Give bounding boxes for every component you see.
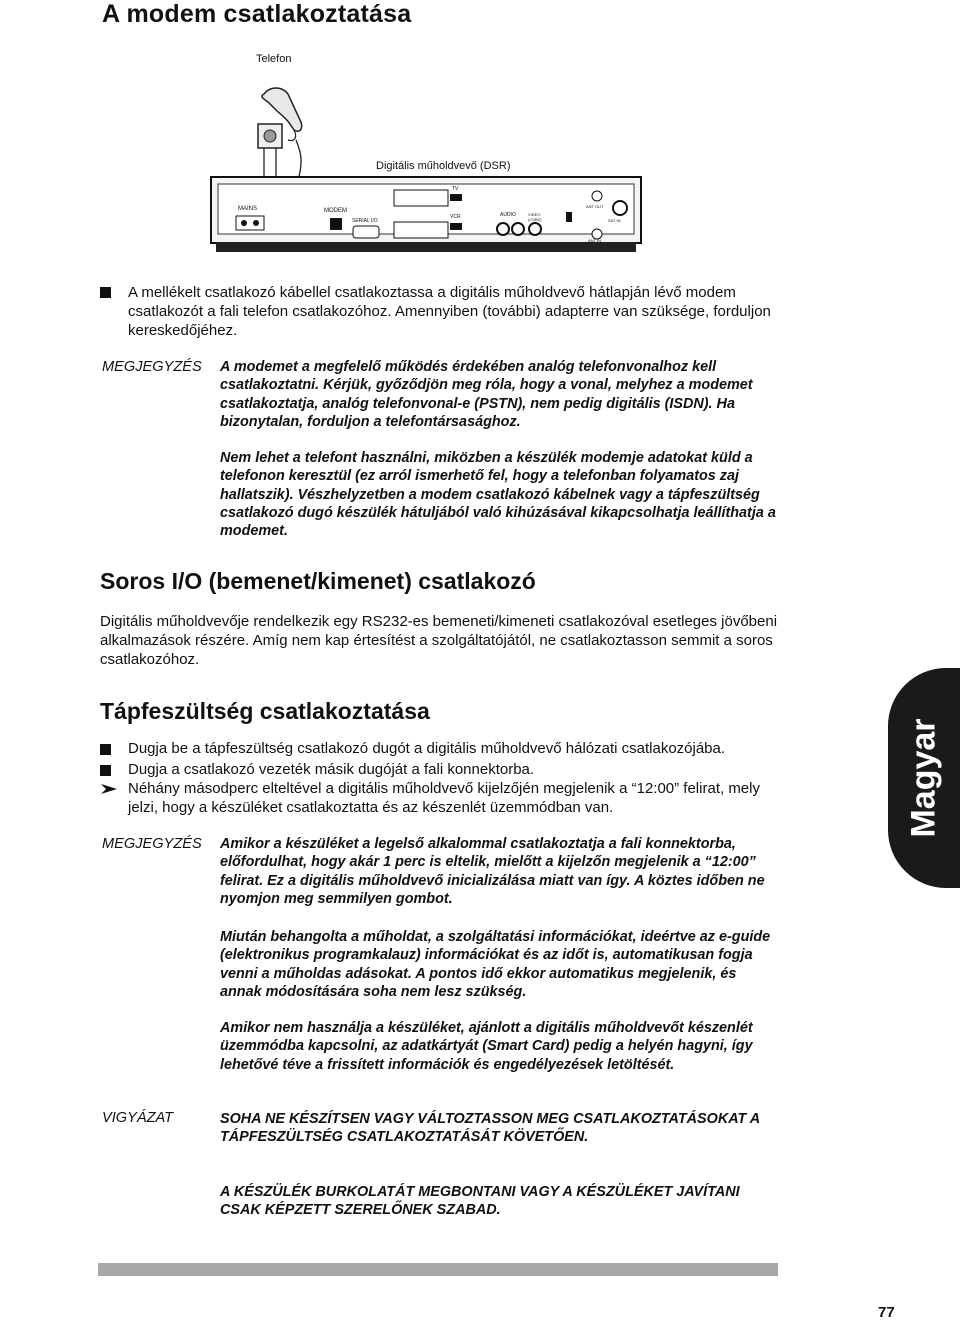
power-note-p1: Amikor a készüléket a legelső alkalommal csatlakoztatja a fali konnektorba, előfordulhat, hogy akár 1 perc is eltelik, mielőtt a kijelzőn megjelenik a “12:00” felirat. Ez a digitális műholdvevő inicializálása miatt van így. A köztes időben ne nyomjon meg semmilyen gombot. xyxy=(220,836,765,907)
video-port-label: VIDEO (CVBS) xyxy=(528,212,542,222)
tv-port-label: TV xyxy=(452,186,459,192)
modem-note-p2: Nem lehet a telefont használni, miközben a készülék modemje adatokat küld a telefonon keresztül (ez arról ismerhető fel, hogy a telefonban folyamatos zaj hallatszik). Vészhelyzetben a modem csatlakozó kábelnek vagy a tápfeszültség csatlakozó dugó készülék hátuljából való kihúzásával kikapcsolhatja leállíthatja a modemet. xyxy=(220,450,776,540)
sat-in-label: SAT IN xyxy=(608,218,621,223)
arrow-icon xyxy=(100,783,118,795)
bullet-icon xyxy=(100,744,111,755)
telephone-icon xyxy=(250,80,310,180)
power-bullet-1: Dugja be a tápfeszültség csatlakozó dugót a digitális műholdvevő hálózati csatlakozójába. xyxy=(128,740,726,757)
mains-label: MAINS xyxy=(238,206,258,212)
serial-heading: Soros I/O (bemenet/kimenet) csatlakozó xyxy=(100,568,536,594)
audio-port-label: AUDIO xyxy=(500,212,516,218)
power-arrow-item: Néhány másodperc elteltével a digitális műholdvevő kijelzőjén megjelenik a “12:00” felirat, mely jelzi, hogy a készüléket csatlakoztatta és az készenlét üzemmódban van. xyxy=(128,780,760,816)
telefon-label: Telefon xyxy=(256,53,292,65)
ant-in-label: ANT IN xyxy=(588,238,602,243)
power-bullet-2: Dugja a csatlakozó vezeték másik dugóját a fali konnektorba. xyxy=(128,761,535,778)
serial-port-label: SERIAL I/O xyxy=(352,218,378,224)
modem-note-p1: A modemet a megfelelő működés érdekében analóg telefonvonalhoz kell csatlakoztatni. Kérjük, győződjön meg róla, hogy a vonal, melyhez a modemet csatlakoztatja, analóg telefonvonal-e (PSTN), nem pedig digitális (ISDN). Ha bizonytalan, forduljon a telefontársasághoz. xyxy=(220,359,753,430)
note-label: MEGJEGYZÉS xyxy=(102,359,202,375)
modem-port-label: MODEM xyxy=(324,208,347,214)
receiver-rear-panel xyxy=(210,176,642,254)
power-heading: Tápfeszültség csatlakoztatása xyxy=(100,698,430,724)
ant-out-label: ANT OUT xyxy=(586,204,604,209)
caution-p2: A KÉSZÜLÉK BURKOLATÁT MEGBONTANI VAGY A KÉSZÜLÉKET JAVÍTANI CSAK KÉPZETT SZERELŐNEK SZABAD. xyxy=(220,1184,740,1219)
caution-p1: SOHA NE KÉSZÍTSEN VAGY VÁLTOZTASSON MEG CSATLAKOZTATÁSOKAT A TÁPFESZÜLTSÉG CSATLAKOZTATÁSÁT KÖVETŐEN. xyxy=(220,1111,760,1146)
power-note-p2: Miután behangolta a műholdat, a szolgáltatási információkat, ideértve az e-guide (elektronikus programkalauz) információkat és az időt is, automatikusan fogja venni a műholdas adásokat. A pontos idő ekkor automatikus megjelenik, és annak módosítására soha nem lesz szükség. xyxy=(220,929,771,1000)
dsr-label: Digitális műholdvevő (DSR) xyxy=(376,160,511,172)
modem-instruction: A mellékelt csatlakozó kábellel csatlakoztassa a digitális műholdvevő hátlapján lévő modem csatlakozót a fali telefon csatlakozóhoz. Amennyiben (további) adapterre van szüksége, forduljon kereskedőjéhez. xyxy=(128,284,771,339)
bullet-icon xyxy=(100,287,111,298)
note-label: MEGJEGYZÉS xyxy=(102,836,202,852)
serial-text: Digitális műholdvevője rendelkezik egy RS232-es bemeneti/kimeneti csatlakozóval esetleges jövőbeni alkalmazások részére. Amíg nem kap értesítést a szolgáltatójától, ne csatlakoztasson semmit a soros csatlakozóhoz. xyxy=(100,613,778,668)
caution-label: VIGYÁZAT xyxy=(102,1110,174,1126)
page-number: 77 xyxy=(878,1304,895,1321)
language-tab-label: Magyar xyxy=(904,718,943,838)
footer-bar xyxy=(98,1263,778,1276)
power-note-p3: Amikor nem használja a készüléket, ajánlott a digitális műholdvevőt készenlét üzemmódba kapcsolni, az adatkártyát (Smart Card) pedig a helyén hagyni, így lehetővé téve a frissített információk és engedélyezések letöltését. xyxy=(220,1020,753,1073)
bullet-icon xyxy=(100,765,111,776)
page-title: A modem csatlakoztatása xyxy=(102,0,412,28)
language-tab xyxy=(888,668,960,888)
vcr-port-label: VCR xyxy=(450,214,461,220)
